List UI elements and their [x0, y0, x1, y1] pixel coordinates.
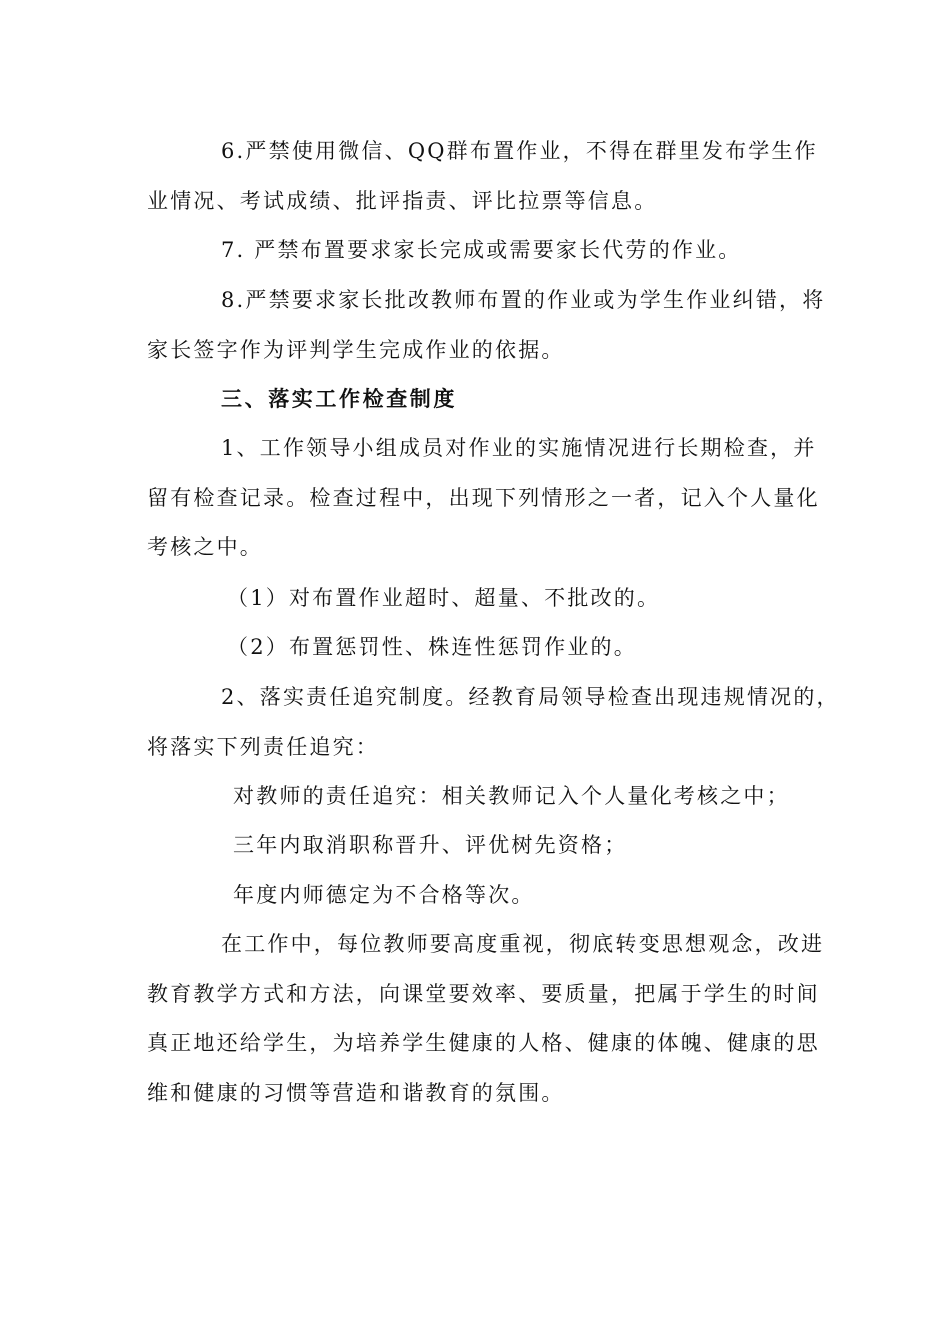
text-line: （1）对布置作业超时、超量、不批改的。 — [227, 586, 661, 610]
text-line: 在工作中，每位教师要高度重视，彻底转变思想观念，改进 — [221, 932, 825, 956]
text-line: 年度内师德定为不合格等次。 — [233, 883, 535, 907]
text-line: 对教师的责任追究：相关教师记入个人量化考核之中； — [233, 784, 790, 808]
text-line: 2、落实责任追究制度。经教育局领导检查出现违规情况的， — [221, 685, 840, 709]
text-line: 三年内取消职称晋升、评优树先资格； — [233, 833, 628, 857]
text-line: 业情况、考试成绩、批评指责、评比拉票等信息。 — [147, 188, 658, 213]
paragraph-rule-8 — [147, 276, 826, 375]
text-line: 维和健康的习惯等营造和谐教育的氛围。 — [147, 1080, 565, 1105]
paragraph-teacher-accountability — [147, 772, 807, 822]
paragraph-rule-7 — [147, 226, 807, 276]
paragraph-accountability-2 — [147, 673, 840, 772]
section-heading-text: 三、落实工作检查制度 — [221, 387, 457, 411]
paragraph-inspection-1 — [147, 424, 820, 573]
paragraph-three-years — [147, 821, 807, 871]
text-line: 6.严禁使用微信、QQ群布置作业，不得在群里发布学生作 — [221, 139, 818, 163]
paragraph-item-1 — [147, 574, 807, 624]
text-line: 教育教学方式和方法，向课堂要效率、要质量，把属于学生的时间 — [147, 981, 820, 1006]
paragraph-item-2 — [147, 623, 807, 673]
text-line: 8.严禁要求家长批改教师布置的作业或为学生作业纠错，将 — [221, 288, 826, 312]
text-line: 7. 严禁布置要求家长完成或需要家长代劳的作业。 — [221, 238, 742, 262]
text-line: 家长签字作为评判学生完成作业的依据。 — [147, 337, 565, 362]
text-line: 考核之中。 — [147, 535, 263, 559]
text-line: 1、工作领导小组成员对作业的实施情况进行长期检查，并 — [221, 436, 817, 460]
text-line: （2）布置惩罚性、株连性惩罚作业的。 — [227, 635, 637, 659]
text-line: 真正地还给学生，为培养学生健康的人格、健康的体魄、健康的思 — [147, 1031, 820, 1055]
section-heading — [147, 375, 807, 425]
text-line: 留有检查记录。检查过程中，出现下列情形之一者，记入个人量化 — [147, 485, 820, 510]
paragraph-conclusion — [147, 920, 825, 1118]
paragraph-rule-6 — [147, 127, 818, 226]
text-line: 将落实下列责任追究： — [147, 734, 379, 759]
paragraph-annual-ethics — [147, 871, 807, 921]
